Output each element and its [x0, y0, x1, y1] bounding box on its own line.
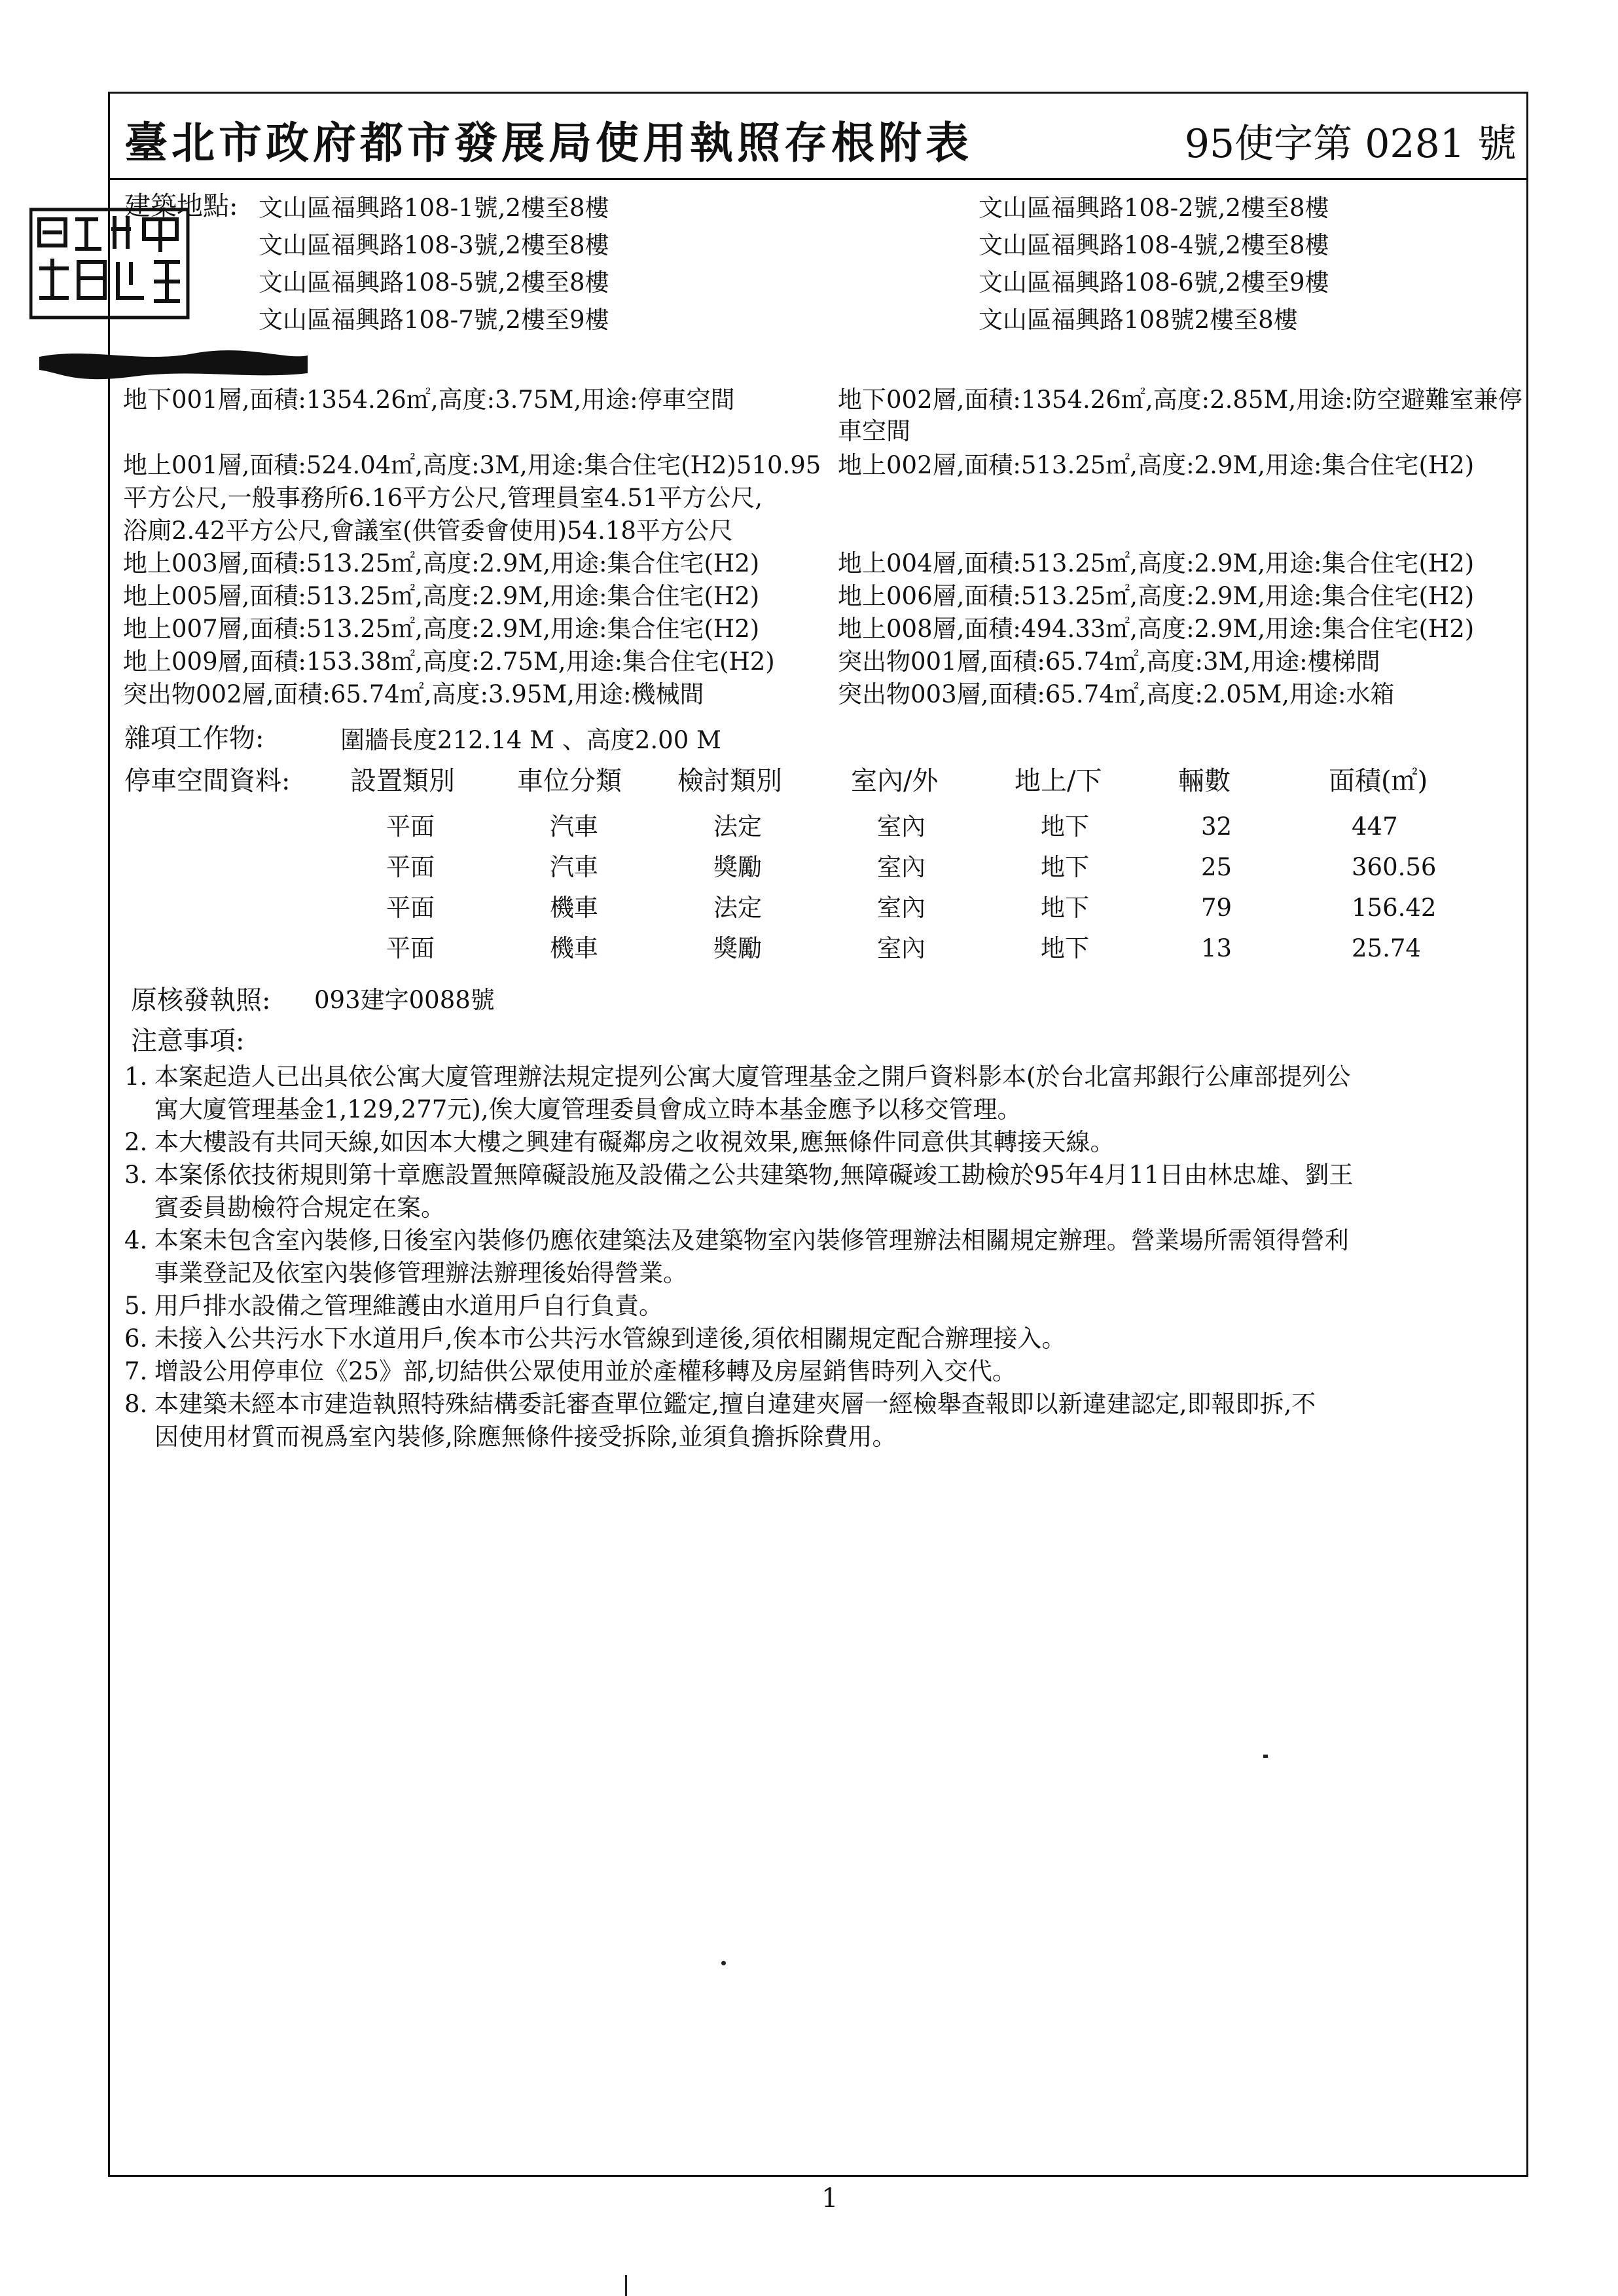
parking-label: 停車空間資料:	[124, 766, 291, 796]
note-item	[124, 1126, 1545, 1159]
misc-value: 圍牆長度212.14 M 、高度2.00 M	[340, 726, 721, 754]
notes-label: 注意事項:	[131, 1026, 245, 1056]
address-left-2: 文山區福興路108-3號,2樓至8樓	[259, 231, 609, 259]
document-title: 臺北市政府都市發展局使用執照存根附表	[124, 117, 973, 168]
address-left-4: 文山區福興路108-7號,2樓至9樓	[259, 306, 609, 334]
parking-cell: 平面	[386, 894, 435, 922]
floor-7: 地上007層,面積:513.25㎡,高度:2.9M,用途:集合住宅(H2)	[123, 615, 760, 643]
title-divider	[108, 178, 1528, 180]
parking-cell: 室內	[877, 934, 926, 962]
misc-label: 雜項工作物:	[124, 723, 264, 754]
note-line: 增設公用停車位《25》部,切結供公眾使用並於產權移轉及房屋銷售時列入交代。	[154, 1357, 1016, 1385]
parking-header-class: 車位分類	[517, 766, 622, 796]
floor-1-line2: 平方公尺,一般事務所6.16平方公尺,管理員室4.51平方公尺,	[123, 484, 763, 512]
parking-cell: 13	[1201, 934, 1232, 962]
floor-6: 地上006層,面積:513.25㎡,高度:2.9M,用途:集合住宅(H2)	[838, 582, 1475, 610]
parking-cell: 獎勵	[713, 934, 762, 962]
parking-cell: 32	[1201, 812, 1232, 841]
address-right-1: 文山區福興路108-2號,2樓至8樓	[979, 194, 1329, 222]
floor-8: 地上008層,面積:494.33㎡,高度:2.9M,用途:集合住宅(H2)	[838, 615, 1475, 643]
parking-cell: 室內	[877, 812, 926, 841]
page-number: 1	[821, 2183, 838, 2214]
original-permit-label: 原核發執照:	[131, 985, 271, 1015]
floor-4: 地上004層,面積:513.25㎡,高度:2.9M,用途:集合住宅(H2)	[838, 549, 1475, 577]
parking-cell: 平面	[386, 812, 435, 841]
address-right-4: 文山區福興路108號2樓至8樓	[979, 306, 1298, 334]
parking-cell: 汽車	[550, 853, 598, 881]
parking-cell: 地下	[1041, 894, 1089, 922]
parking-cell: 汽車	[550, 812, 598, 841]
floor-1-line1: 地上001層,面積:524.04㎡,高度:3M,用途:集合住宅(H2)510.95	[123, 451, 821, 479]
parking-cell: 機車	[550, 934, 598, 962]
parking-cell: 獎勵	[713, 853, 762, 881]
note-line: 本建築未經本市建造執照特殊結構委託審查單位鑑定,擅自違建夾層一經檢舉查報即以新違建認定,即報即拆,不	[154, 1390, 1316, 1418]
parking-cell: 25.74	[1352, 934, 1421, 962]
parking-header-inout: 室內/外	[851, 766, 939, 796]
scan-speck	[625, 2275, 627, 2296]
note-number: 3.	[124, 1161, 148, 1189]
address-right-2: 文山區福興路108-4號,2樓至8樓	[979, 231, 1329, 259]
note-line: 未接入公共污水下水道用戶,俟本市公共污水管線到達後,須依相關規定配合辦理接入。	[154, 1324, 1066, 1353]
note-line: 本案未包含室內裝修,日後室內裝修仍應依建築法及建築物室內裝修管理辦法相關規定辦理。營業場所需領得營利	[154, 1226, 1349, 1254]
parking-cell: 機車	[550, 894, 598, 922]
floor-b1: 地下001層,面積:1354.26㎡,高度:3.75M,用途:停車空間	[123, 386, 735, 414]
note-item	[124, 1224, 1545, 1290]
note-line: 賓委員勘檢符合規定在案。	[154, 1194, 445, 1222]
floor-2: 地上002層,面積:513.25㎡,高度:2.9M,用途:集合住宅(H2)	[838, 451, 1475, 479]
floor-1-line3: 浴廁2.42平方公尺,會議室(供管委會使用)54.18平方公尺	[123, 517, 733, 545]
address-left-3: 文山區福興路108-5號,2樓至8樓	[259, 268, 609, 297]
parking-cell: 室內	[877, 894, 926, 922]
penthouse-1: 突出物001層,面積:65.74㎡,高度:3M,用途:樓梯間	[838, 647, 1380, 676]
parking-cell: 25	[1201, 853, 1232, 881]
scan-speck	[1263, 1755, 1268, 1758]
parking-cell: 平面	[386, 853, 435, 881]
penthouse-2: 突出物002層,面積:65.74㎡,高度:3.95M,用途:機械間	[123, 680, 704, 708]
note-item	[124, 1322, 1545, 1355]
note-line: 事業登記及依室內裝修管理辦法辦理後始得營業。	[154, 1259, 687, 1287]
parking-cell: 156.42	[1352, 894, 1437, 922]
note-number: 2.	[124, 1128, 148, 1156]
floor-b2-line1: 地下002層,面積:1354.26㎡,高度:2.85M,用途:防空避難室兼停	[838, 386, 1522, 414]
parking-header-count: 輛數	[1178, 766, 1231, 796]
floor-5: 地上005層,面積:513.25㎡,高度:2.9M,用途:集合住宅(H2)	[123, 582, 760, 610]
note-line: 本大樓設有共同天線,如因本大樓之興建有礙鄰房之收視效果,應無條件同意供其轉接天線。	[154, 1128, 1115, 1156]
scan-speck	[721, 1961, 726, 1965]
original-permit-value: 093建字0088號	[314, 986, 495, 1014]
note-item	[124, 1061, 1545, 1126]
note-number: 1.	[124, 1063, 148, 1091]
note-number: 6.	[124, 1324, 148, 1353]
parking-header-type: 設置類別	[350, 766, 455, 796]
note-number: 5.	[124, 1292, 148, 1320]
note-line: 本案係依技術規則第十章應設置無障礙設施及設備之公共建築物,無障礙竣工勘檢於95年4月11日由林忠雄、劉王	[154, 1161, 1354, 1189]
parking-cell: 法定	[713, 894, 762, 922]
note-number: 7.	[124, 1357, 148, 1385]
address-label: 建築地點:	[124, 191, 238, 221]
permit-number: 95使字第 0281 號	[1184, 121, 1517, 167]
note-number: 4.	[124, 1226, 148, 1254]
note-item	[124, 1388, 1545, 1453]
note-item	[124, 1355, 1545, 1388]
parking-cell: 地下	[1041, 934, 1089, 962]
parking-cell: 地下	[1041, 853, 1089, 881]
note-item	[124, 1159, 1545, 1224]
parking-cell: 79	[1201, 894, 1232, 922]
parking-header-level: 地上/下	[1015, 766, 1102, 796]
note-line: 用戶排水設備之管理維護由水道用戶自行負責。	[154, 1292, 663, 1320]
parking-cell: 法定	[713, 812, 762, 841]
redaction-scribble	[36, 344, 311, 383]
note-line: 因使用材質而視爲室內裝修,除應無條件接受拆除,並須負擔拆除費用。	[154, 1423, 897, 1451]
parking-header-area: 面積(㎡)	[1329, 766, 1428, 796]
floor-9: 地上009層,面積:153.38㎡,高度:2.75M,用途:集合住宅(H2)	[123, 647, 775, 676]
parking-cell: 室內	[877, 853, 926, 881]
penthouse-3: 突出物003層,面積:65.74㎡,高度:2.05M,用途:水箱	[838, 680, 1395, 708]
parking-cell: 360.56	[1352, 853, 1437, 881]
floor-3: 地上003層,面積:513.25㎡,高度:2.9M,用途:集合住宅(H2)	[123, 549, 760, 577]
address-right-3: 文山區福興路108-6號,2樓至9樓	[979, 268, 1329, 297]
notes-list	[124, 1061, 1545, 1453]
parking-cell: 地下	[1041, 812, 1089, 841]
note-number: 8.	[124, 1390, 148, 1418]
floor-b2-line2: 車空間	[838, 417, 910, 445]
parking-cell: 平面	[386, 934, 435, 962]
note-line: 寓大廈管理基金1,129,277元),俟大廈管理委員會成立時本基金應予以移交管理。	[154, 1095, 1022, 1123]
address-left-1: 文山區福興路108-1號,2樓至8樓	[259, 194, 609, 222]
parking-header-review: 檢討類別	[677, 766, 782, 796]
note-item	[124, 1290, 1545, 1322]
parking-cell: 447	[1352, 812, 1398, 841]
note-line: 本案起造人已出具依公寓大廈管理辦法規定提列公寓大廈管理基金之開戶資料影本(於台北富邦銀行公庫部提列公	[154, 1063, 1351, 1091]
